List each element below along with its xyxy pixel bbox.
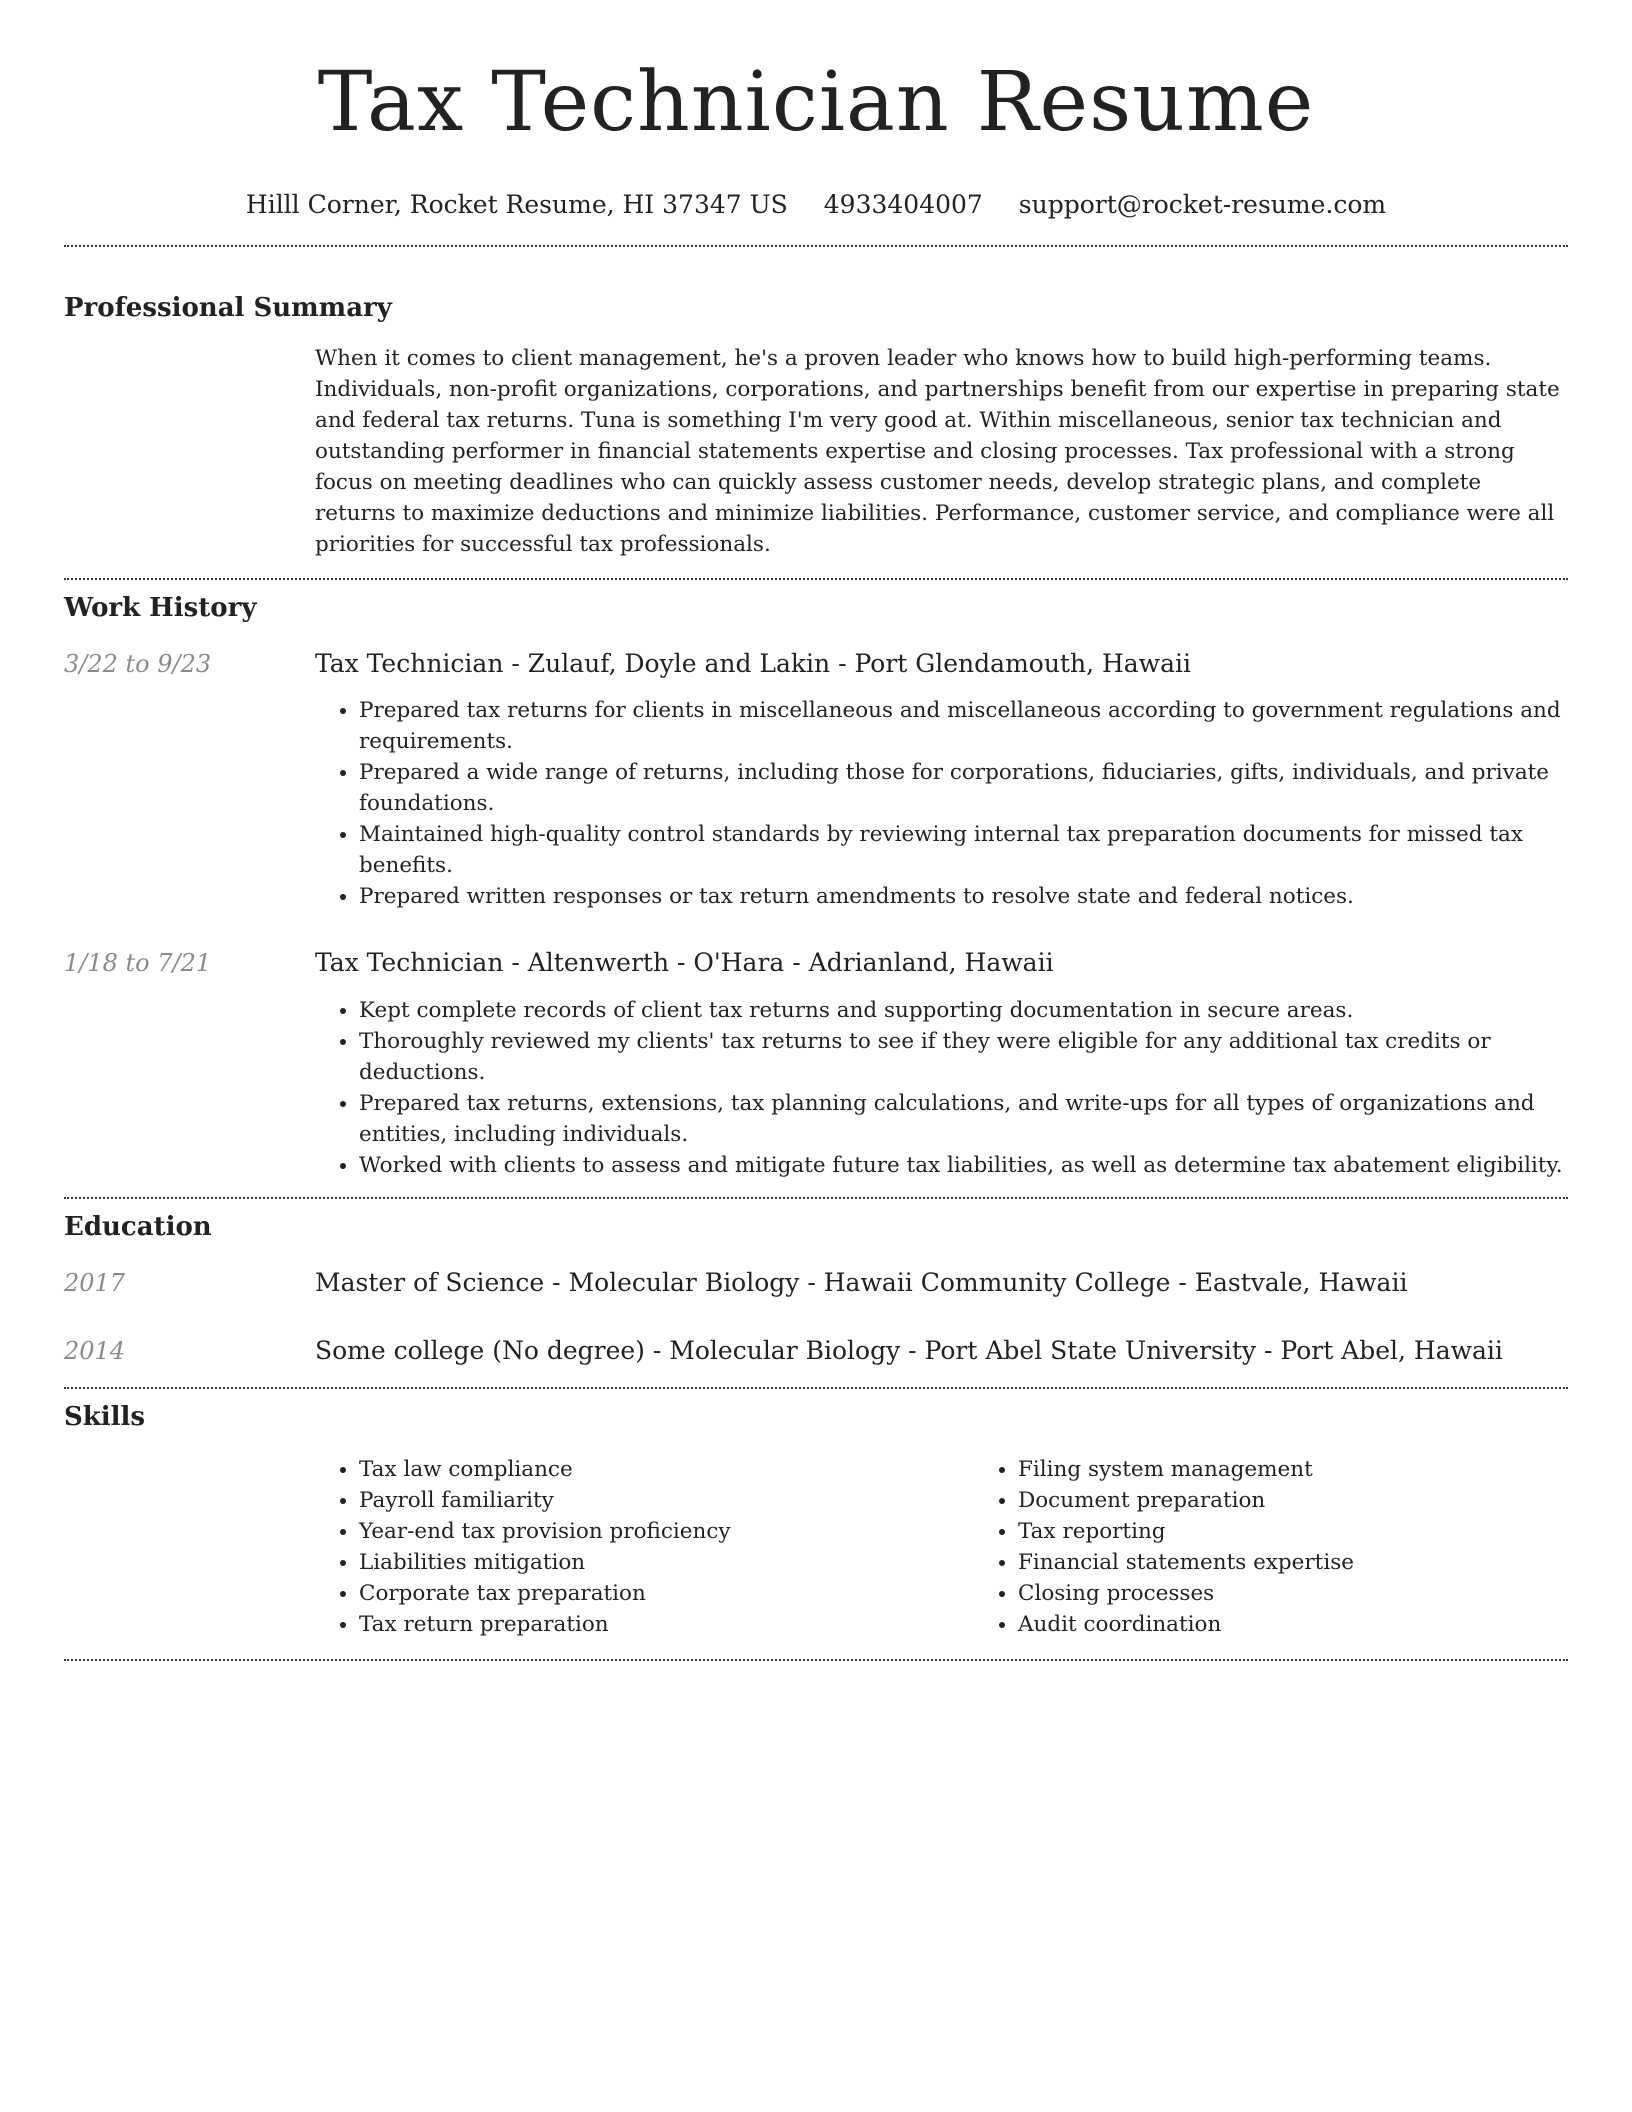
job-bullets <box>315 995 1568 1181</box>
job-bullet: • Worked with clients to assess and mitigate future tax liabilities, as well as determine tax abatement eligibility. <box>359 1150 1568 1181</box>
summary-section <box>64 290 1568 560</box>
skills-section <box>64 1399 1568 1640</box>
job-bullet: • Kept complete records of client tax returns and supporting documentation in secure areas. <box>359 995 1568 1026</box>
education-section <box>64 1209 1568 1368</box>
job-entry <box>64 946 1568 1181</box>
skill-item: • Tax reporting <box>1018 1516 1632 1547</box>
skill-item: • Payroll familiarity <box>359 1485 974 1516</box>
divider <box>64 1197 1568 1199</box>
job-bullets <box>315 695 1568 912</box>
job-bullet: • Maintained high-quality control standards by reviewing internal tax preparation documents for missed tax benefits. <box>359 819 1568 881</box>
contact-email: support@rocket-resume.com <box>1018 190 1387 219</box>
divider <box>64 245 1568 247</box>
skills-grid <box>315 1454 1632 1640</box>
summary-text: When it comes to client management, he's a proven leader who knows how to build high-performing teams. Individuals, non-profit organizations, corporations, and partnerships benefit from our expertise in preparing state and federal tax returns. Tuna is something I'm very good at. Within miscellaneous, senior tax technician and outstanding performer in financial statements expertise and closing processes. Tax professional with a strong focus on meeting deadlines who can quickly assess customer needs, develop strategic plans, and complete returns to maximize deductions and minimize liabilities. Performance, customer service, and compliance were all priorities for successful tax professionals. <box>315 346 1560 557</box>
job-bullet: • Thoroughly reviewed my clients' tax returns to see if they were eligible for any additional tax credits or deductions. <box>359 1026 1568 1088</box>
skill-item: • Liabilities mitigation <box>359 1547 974 1578</box>
skill-item: • Tax return preparation <box>359 1609 974 1640</box>
resume-title: Tax Technician Resume <box>317 55 1315 150</box>
skills-heading: Skills <box>64 1402 146 1432</box>
divider <box>64 1387 1568 1389</box>
job-bullet: • Prepared tax returns, extensions, tax planning calculations, and write-ups for all types of organizations and entities, including individuals. <box>359 1088 1568 1150</box>
job-dates: 3/22 to 9/23 <box>64 650 212 678</box>
education-heading: Education <box>64 1212 212 1242</box>
job-bullet: • Prepared a wide range of returns, including those for corporations, fiduciaries, gifts, individuals, and private foundations. <box>359 757 1568 819</box>
job-title: Tax Technician - Zulauf, Doyle and Lakin - Port Glendamouth, Hawaii <box>315 649 1191 678</box>
skill-item: • Financial statements expertise <box>1018 1547 1632 1578</box>
skill-item: • Document preparation <box>1018 1485 1632 1516</box>
job-bullet: • Prepared written responses or tax return amendments to resolve state and federal notices. <box>359 881 1568 912</box>
skill-item: • Year-end tax provision proficiency <box>359 1516 974 1547</box>
work-history-section <box>64 590 1568 1181</box>
education-entry <box>64 1266 1568 1300</box>
job-bullet: • Prepared tax returns for clients in miscellaneous and miscellaneous according to government regulations and requirements. <box>359 695 1568 757</box>
education-year: 2014 <box>64 1337 126 1365</box>
education-year: 2017 <box>64 1269 126 1297</box>
job-title: Tax Technician - Altenwerth - O'Hara - Adrianland, Hawaii <box>315 948 1054 977</box>
summary-heading: Professional Summary <box>64 293 392 323</box>
skill-item: • Closing processes <box>1018 1578 1632 1609</box>
contact-address: Hilll Corner, Rocket Resume, HI 37347 US <box>245 190 788 219</box>
divider <box>64 578 1568 580</box>
education-text: Master of Science - Molecular Biology - Hawaii Community College - Eastvale, Hawaii <box>315 1268 1408 1297</box>
skill-item: • Corporate tax preparation <box>359 1578 974 1609</box>
skill-item: • Tax law compliance <box>359 1454 974 1485</box>
contact-phone: 4933404007 <box>823 190 983 219</box>
education-text: Some college (No degree) - Molecular Biology - Port Abel State University - Port Abel, Hawaii <box>315 1336 1503 1365</box>
job-dates: 1/18 to 7/21 <box>64 949 212 977</box>
skill-item: • Filing system management <box>1018 1454 1632 1485</box>
contact-line <box>64 188 1568 222</box>
job-entry <box>64 647 1568 912</box>
skills-list-right <box>974 1454 1632 1640</box>
divider <box>64 1659 1568 1661</box>
skill-item: • Audit coordination <box>1018 1609 1632 1640</box>
education-entry <box>64 1334 1568 1368</box>
work-history-heading: Work History <box>64 593 257 623</box>
skills-list-left <box>315 1454 974 1640</box>
